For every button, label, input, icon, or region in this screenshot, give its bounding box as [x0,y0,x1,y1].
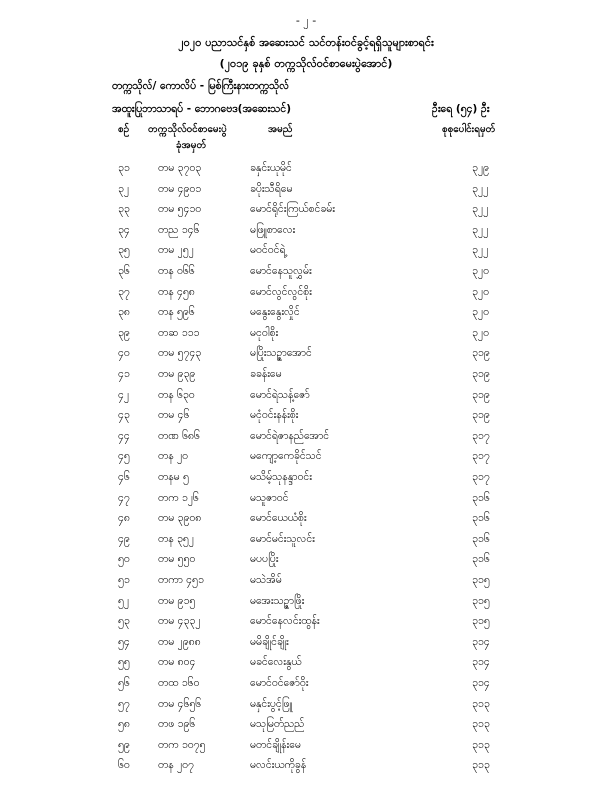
total-score: ၃၁၄ [472,635,490,648]
total-score: ၃၁၄ [472,677,490,689]
table-row [0,759,612,781]
student-name: ခနှင်းယုမိုင် [250,162,292,174]
table-row [0,203,612,225]
header-score: စုစုပေါင်းရမှတ် [442,124,496,135]
document-title: ၂၀၂၀ ပညာသင်နှစ် အဆေးသင် သင်တန်းဝင်ခွင့်ရရှိသူများစာရင်း [178,36,434,49]
table-row [0,698,612,720]
roll-number: တဖ ၁၉၆ [158,718,196,731]
table-row [0,677,612,699]
total-score: ၃၂၂ [472,223,489,236]
row-number: ၄၅ [118,450,130,463]
student-name: မတင်ချိုန်းမေ [250,738,301,751]
roll-number: တထ ၁၆၀ [158,677,200,689]
roll-number: တန ၂၀ [158,450,189,463]
roll-number: တမ ၅၄၁၀ [158,203,202,216]
student-name: မအေးသဉ္ဇာဖြိုး [250,594,305,607]
row-number: ၄၇ [118,491,130,504]
total-score: ၃၁၆ [472,553,490,566]
total-score: ၃၁၉ [472,409,490,422]
roll-number: တန ၆၃၀ [158,388,195,401]
student-name: မပပပြိုး [250,553,279,566]
student-name: မောင်ရိုင်းကြယ်စင်ခမ်း [250,203,335,216]
row-number: ၅၂ [118,594,130,607]
total-score: ၃၁၃ [472,738,490,751]
student-name: မသိမ့်သုနန္ဒာဝင်း [250,471,312,483]
page-number: - ၂ - [295,14,317,27]
table-row [0,636,612,658]
row-number: ၄၈ [118,512,130,525]
row-number: ၃၁ [118,162,130,174]
row-number: ၆၀ [118,759,130,772]
table-row [0,162,612,184]
row-number: ၅၇ [118,697,130,710]
student-name: မောင်နေသူလွှမ်း [250,265,312,277]
row-number: ၄၂ [118,388,130,401]
table-row [0,492,612,514]
roll-number: တနမ ၅ [158,471,189,483]
row-number: ၄၁ [118,368,130,380]
row-number: ၃၉ [118,326,130,339]
total-score: ၃၂၂ [472,182,489,195]
header-name: အမည် [268,124,293,135]
table-row [0,574,612,596]
student-name: မဖြူစာလေး [250,223,296,236]
student-name: မငုဝါစိုး [250,326,279,339]
roll-number: တန ၀၆၆ [158,265,195,277]
student-name: မလင်းယကိုခွန် [250,759,307,772]
roll-number: တက ၁၀၇၅ [158,738,206,751]
student-name: မောင်ရဲဇာနည်အောင် [250,429,330,442]
total-score: ၃၁၃ [472,718,490,731]
row-number: ၃၃ [118,203,130,216]
total-score: ၃၂၀ [472,285,489,298]
row-number: ၃၅ [118,244,130,257]
roll-number: တမ ၂၅၂ [158,244,194,257]
total-score: ၃၂၂ [472,244,489,257]
roll-number: တက ၁၂၆ [158,491,199,504]
student-name: မောင်နေလင်းထွန်း [250,615,320,628]
roll-number: တည ၁၄၆ [158,223,200,236]
table-row [0,615,612,637]
table-row [0,389,612,411]
roll-number: တမ ၉၃၉ [158,368,196,380]
student-name: မဝင်ဝင်ရဲ့ [250,244,286,257]
row-number: ၅၀ [118,553,130,566]
table-row [0,183,612,205]
header-no: စဉ် [118,124,130,135]
table-row [0,656,612,678]
row-number: ၃၆ [118,265,130,277]
header-roll: တက္ကသိုလ်ဝင်စာမေးပွဲ [148,124,227,135]
row-number: ၄၉ [118,532,130,545]
header-roll-line2: ခုံအမှတ် [176,140,207,151]
roll-number: တန ၃၅၂ [158,532,194,545]
student-name: မသူဇာဝင် [250,491,289,504]
total-score: ၃၁၅ [472,615,490,628]
total-score: ၃၂၀ [472,326,489,339]
table-row [0,306,612,328]
total-score: ၃၂၂ [472,203,489,216]
roll-number: တမ ၃၉၀၈ [158,512,202,525]
subject-line: အထူးပြုဘာသာရပ် - ဘောဂဗေဒ(အဆေးသင်) [112,103,292,115]
table-row [0,718,612,740]
row-number: ၅၈ [118,718,130,731]
row-number: ၃၈ [118,306,130,319]
table-row [0,430,612,452]
student-name: မောင်မင်းသူလင်း [250,532,315,545]
roll-number: တမ ၄၆ [158,409,190,422]
student-name: မကျော့ကေခိုင်သင် [250,450,322,463]
total-score: ၃၁၆ [472,512,490,525]
row-number: ၅၄ [118,635,130,648]
roll-number: တန ၄၅၈ [158,285,195,298]
roll-number: တမ ၄၃၃၂ [158,615,201,628]
row-number: ၅၁ [118,574,130,586]
total-score: ၃၁၅ [472,574,490,586]
total-score: ၃၁၇ [472,429,490,442]
row-number: ၄၆ [118,471,130,483]
table-row [0,595,612,617]
total-score: ၃၂၀ [472,265,489,277]
roll-number: တမ ၅၅၀ [158,553,196,566]
table-row [0,368,612,390]
total-score: ၃၁၃ [472,697,490,710]
row-number: ၅၆ [118,677,130,689]
row-number: ၄၀ [118,347,130,360]
total-score: ၃၁၅ [472,594,490,607]
student-name: မောင်ဝင်ဇော်ဝိုး [250,677,309,689]
row-number: ၄၄ [118,429,130,442]
table-row [0,347,612,369]
row-number: ၃၇ [118,285,130,298]
roll-number: တမ ၉၁၅ [158,594,196,607]
table-row [0,471,612,493]
student-name: မငုံဝင်းနန်းစိုး [250,409,299,422]
student-name: မနှင်းပွင့်ဖြူ [250,697,293,710]
student-name: မမိချိုင်ချိုး [250,635,289,648]
roll-number: တကာ ၄၅၁ [158,574,204,586]
roll-number: တမ ၄၆၅၆ [158,697,202,710]
table-row [0,265,612,287]
roll-number: တဆ ၁၁၁ [158,326,200,339]
student-name: ခပိုးသီရိမေ [250,182,293,195]
table-row [0,224,612,246]
total-score: ၃၁၃ [472,759,490,772]
table-row [0,739,612,761]
total-score: ၃၁၇ [472,450,490,463]
row-number: ၄၃ [118,409,130,422]
table-row [0,533,612,555]
table-row [0,409,612,431]
student-name: မသဲအိမ် [250,574,282,586]
roll-number: တမ ၅၇၄၃ [158,347,202,360]
roll-number: တမ ၈၀၄ [158,656,196,669]
student-name: မပြိုးသဉ္ဇာအောင် [250,347,312,360]
total-score: ၃၁၉ [472,368,490,380]
total-score: ၃၂၀ [472,306,489,319]
student-name: မောင်လွင်လွင်စိုး [250,285,312,298]
row-number: ၅၃ [118,615,130,628]
table-row [0,327,612,349]
table-row [0,286,612,308]
table-row [0,553,612,575]
total-score: ၃၁၉ [472,347,490,360]
total-score: ၃၁၇ [472,471,490,483]
student-name: မောင်ယေယံစိုး [250,512,307,525]
student-name: မနွေးနွေးလှိုင် [250,306,300,319]
total-score: ၃၁၉ [472,388,490,401]
student-name: မခင်လေးနွယ် [250,656,302,669]
roll-number: တမ ၄၉၀၁ [158,182,202,195]
total-score: ၃၁၆ [472,491,490,504]
roll-number: တမ ၃၇၀၃ [158,162,202,174]
roll-number: တဏ ၆၈၆ [158,429,200,442]
total-score: ၃၂၉ [472,162,489,174]
document-subtitle: (၂၀၁၉ ခုနှစ် တက္ကသိုလ်ဝင်စာမေးပွဲအောင်) [219,57,393,70]
roll-number: တန ၂၀၇ [158,759,194,772]
row-number: ၅၅ [118,656,130,669]
roll-number: တမ ၂၉၈၈ [158,635,201,648]
row-number: ၃၄ [118,223,130,236]
row-number: ၅၉ [118,738,130,751]
table-row [0,512,612,534]
university-line: တက္ကသိုလ်/ ကောလိပ် - မြစ်ကြီးနားတက္ကသိုလ် [112,80,290,92]
count-line: ဦးရေ (၅၄) ဦး [432,103,490,115]
total-score: ၃၁၆ [472,532,490,545]
table-row [0,244,612,266]
student-name: မသုမြတ်ညည် [250,718,305,731]
student-name: ခခန်းမေ [250,368,282,380]
row-number: ၃၂ [118,182,130,195]
table-row [0,450,612,472]
roll-number: တန ၅၉၆ [158,306,195,319]
total-score: ၃၁၄ [472,656,490,669]
student-name: မောင်ရဲသန့်ဇော် [250,388,310,401]
